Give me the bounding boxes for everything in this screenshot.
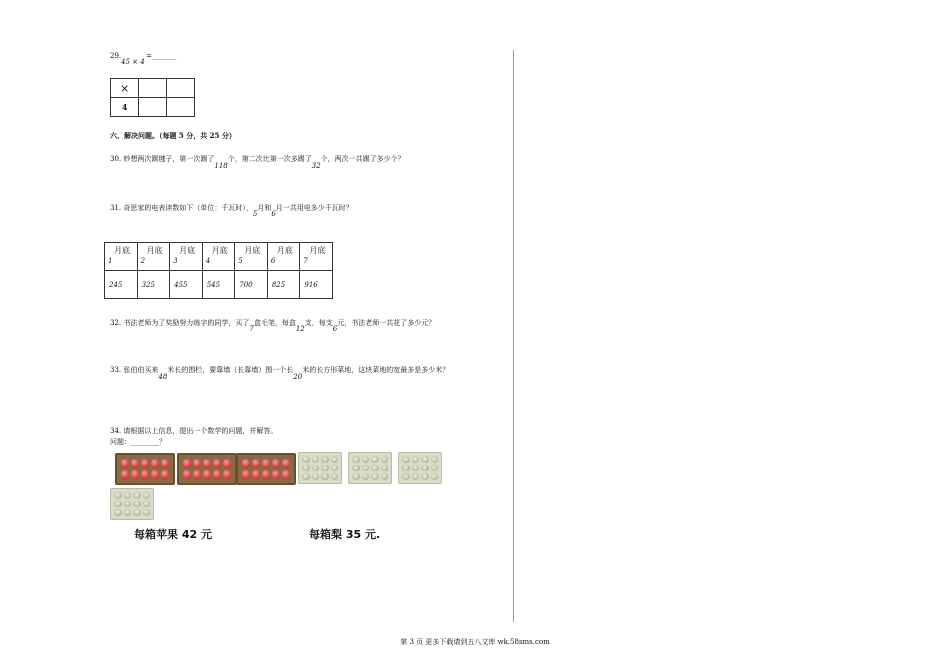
q29-answer-blank[interactable]: =_______ <box>146 52 177 60</box>
q33-text <box>110 366 450 381</box>
apple-box-image <box>177 453 237 485</box>
q33-num: 48 <box>158 373 168 381</box>
q30-text <box>110 155 405 170</box>
q32-part: 盒毛笔，每盒 <box>253 319 296 327</box>
q32-text <box>110 319 436 333</box>
apple-box-image <box>115 453 175 485</box>
multiplier-cell: 4 <box>111 98 139 117</box>
times-sign: × <box>111 79 139 98</box>
reading-cell: 825 <box>267 271 300 299</box>
q30-num: 118 <box>214 162 228 170</box>
q32-part: 元，书法老师一共花了多少元？ <box>337 319 436 327</box>
q32-num: 12 <box>295 325 305 333</box>
q34-prompt: 34. 请根据以上信息，提出一个数学的问题，并解答。 <box>110 427 278 435</box>
q30-part: 个，两次一共踢了多少个？ <box>320 155 405 163</box>
pear-box-image <box>110 488 154 520</box>
pear-price-caption: 每箱梨 35 元. <box>309 528 381 541</box>
q32-part: 支，每支 <box>304 319 333 327</box>
q32-part: 32. 书法老师为了奖励努力练字的同学，买了 <box>110 319 250 327</box>
reading-cell: 245 <box>105 271 138 299</box>
month-header-cell: 月底 4 <box>202 243 235 271</box>
grid-cell[interactable] <box>167 79 195 98</box>
month-header-cell: 月底 2 <box>137 243 170 271</box>
reading-cell: 700 <box>235 271 268 299</box>
q29-expression: 45 × 4 <box>121 58 145 66</box>
pear-box-image <box>298 452 342 484</box>
q30-part: 30. 妙想两次踢毽子，第一次踢了 <box>110 155 215 163</box>
pear-box-image <box>348 452 392 484</box>
grid-cell[interactable] <box>167 98 195 117</box>
section-title: 六、解决问题。（每题 5 分，共 25 分） <box>110 131 236 140</box>
month-header-cell: 月底 3 <box>170 243 203 271</box>
reading-cell: 325 <box>137 271 170 299</box>
grid-cell[interactable] <box>139 79 167 98</box>
apple-price-caption: 每箱苹果 42 元 <box>134 528 212 541</box>
meter-readings-table <box>104 242 333 299</box>
q31-part: 月一共用电多少千瓦时？ <box>275 204 353 212</box>
q32-num: 7 <box>249 325 254 333</box>
apple-box-image <box>236 453 296 485</box>
q31-part: 31. 奇思家的电表读数如下（单位：千瓦时）， <box>110 204 253 212</box>
q31-num: 6 <box>271 210 276 218</box>
q33-part: 米长的围栏，要靠墙（长靠墙）围一个长 <box>167 366 294 374</box>
reading-cell: 916 <box>300 271 333 299</box>
page-footer: 第 3 页 更多下载请到五八文库 wk.58sms.com <box>400 638 550 646</box>
month-header-cell: 月底 6 <box>267 243 300 271</box>
pear-box-image <box>398 452 442 484</box>
table-header-row <box>105 243 333 271</box>
q31-text <box>110 204 353 218</box>
q34-question-blank[interactable]: 问题：________？ <box>110 438 166 446</box>
q30-part: 个，第二次比第一次多踢了 <box>227 155 312 163</box>
table-row <box>105 271 333 299</box>
q33-num: 20 <box>293 373 303 381</box>
grid-cell[interactable] <box>139 98 167 117</box>
month-header-cell: 月底 1 <box>105 243 138 271</box>
q31-num: 5 <box>252 210 258 218</box>
q33-part: 33. 张伯伯买来 <box>110 366 159 374</box>
month-header-cell: 月底 7 <box>300 243 333 271</box>
month-header-cell: 月底 5 <box>235 243 268 271</box>
q29-number: 29. <box>110 52 122 60</box>
q33-part: 米的长方形菜地，这块菜地的宽最多是多少米？ <box>302 366 450 374</box>
q32-num: 6 <box>332 325 338 333</box>
reading-cell: 455 <box>170 271 203 299</box>
column-divider <box>513 50 514 622</box>
reading-cell: 545 <box>202 271 235 299</box>
q29-multiplication-grid <box>110 78 195 117</box>
q30-num: 32 <box>311 162 321 170</box>
q31-part: 月和 <box>257 204 272 212</box>
